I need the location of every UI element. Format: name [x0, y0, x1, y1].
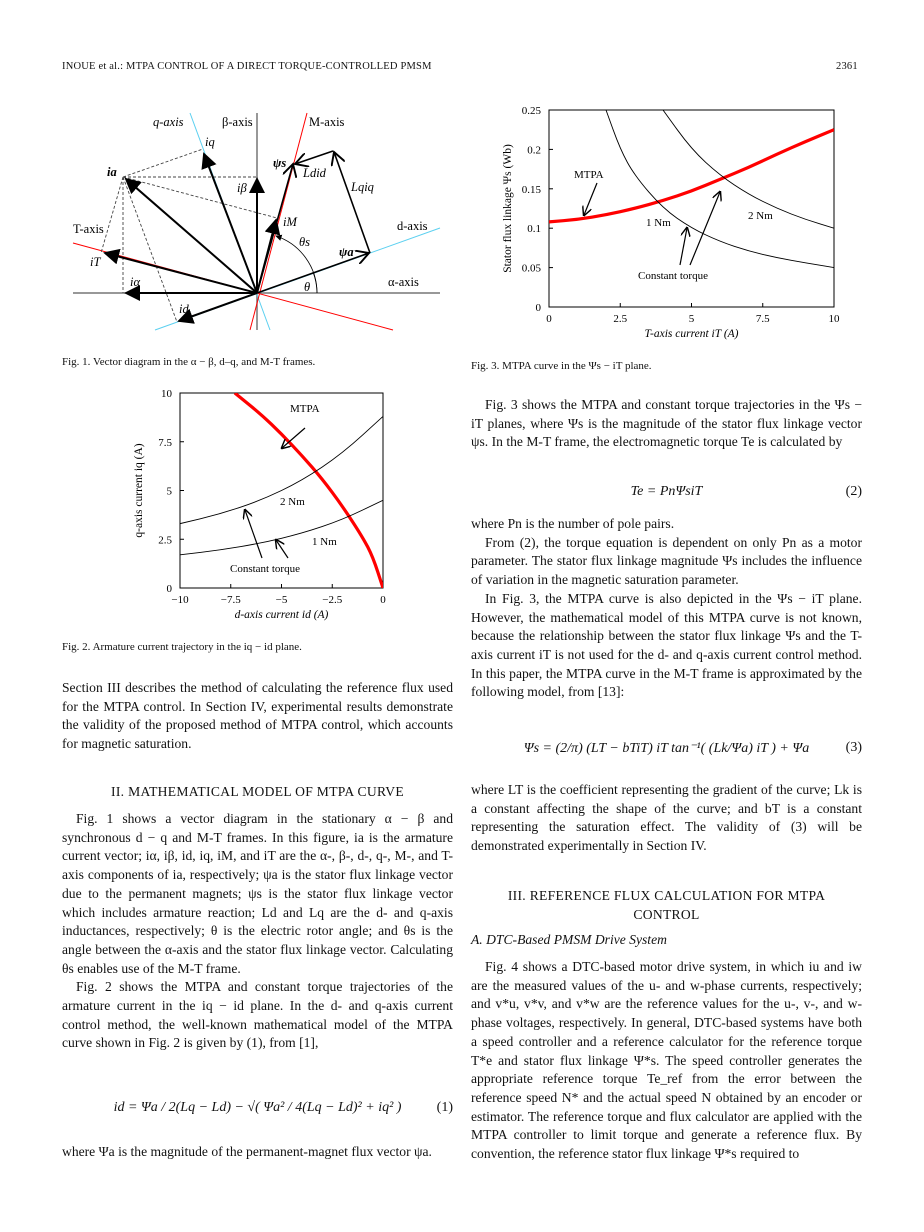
x-tick-label: 7.5: [755, 313, 770, 325]
running-header: INOUE et al.: MTPA CONTROL OF A DIRECT TORQUE-CONTROLLED PMSM: [62, 61, 432, 72]
m-axis-label: M-axis: [309, 115, 345, 129]
ld-id-label: Ldid: [303, 166, 326, 180]
paragraph: Fig. 4 shows a DTC-based motor drive system, in which iu and iw are the measured values of the u- and w-phase currents, respectively; and v*u, v*v, and v*w are the reference values for the u-, v-, and w-phase voltages, respectively. In general, DTC-based systems have both a speed controller and a reference calculator for the reference torque T*e and stator flux linkage Ψ*s. The speed controller generates the appropriate reference torque Te_ref from the error between the reference speed N* and the actual speed N obtained by an encoder or estimator. The reference torque and flux calculator are applied with the MTPA controller to limit torque and generate a reference flux. By convention, the reference stator flux linkage Ψ*s required to: [471, 959, 862, 1162]
page-number: 2361: [836, 61, 858, 72]
theta-label: θ: [304, 280, 311, 294]
x-tick-label: −10: [171, 594, 189, 606]
lq-iq-label: Lqiq: [351, 180, 374, 194]
equation-2-number: (2): [845, 484, 862, 499]
iq-label: iq: [205, 135, 215, 149]
left-column-body: [62, 810, 453, 1053]
y-tick-label: 0.1: [527, 223, 541, 236]
section-heading-3: [471, 886, 862, 924]
psi-a-label: ψa: [339, 245, 354, 259]
y-tick-label: 2.5: [158, 534, 172, 547]
right-column-top: [471, 396, 862, 452]
x-tick-label: −5: [275, 594, 288, 606]
id-vector: [179, 293, 257, 321]
x-tick-label: 10: [828, 313, 840, 325]
paragraph: From (2), the torque equation is dependent on only Pn as a motor parameter. The stator flux linkage magnitude Ψs includes the influence of variation in the magnetic saturation parameter.: [471, 534, 862, 588]
equation-2-body: Te = PnΨsiT: [630, 484, 703, 499]
paragraph: where Pn is the number of pole pairs.: [471, 516, 675, 531]
paragraph: Section III describes the method of calculating the reference flux used for the MTPA control. In Section IV, experimental results demonstrate the validity of the proposed method of MTPA control, which accounts for magnetic saturation.: [62, 680, 453, 752]
x-tick-label: 5: [688, 313, 695, 325]
equation-1-body: id = Ψa / 2(Lq − Ld) − √( Ψa² / 4(Lq − Ld)² + iq² ): [113, 1100, 402, 1115]
paragraph: Fig. 2 shows the MTPA and constant torque trajectories of the armature current in the iq − id plane. In the d- and q-axis current control method, the well-known mathematical model of the MTPA curve shown in Fig. 2 is given by (1), from [1],: [62, 979, 453, 1051]
right-column-after-eq3: [471, 781, 862, 856]
series-1-nm: [180, 500, 383, 555]
annotation-arrow: [584, 183, 597, 215]
ia-label: ia: [107, 165, 117, 179]
ialpha-label: iα: [130, 275, 141, 289]
d-axis-label: d-axis: [397, 219, 428, 233]
equation-1-number: (1): [436, 1100, 453, 1115]
annotation-arrow: [245, 510, 262, 558]
ibeta-label: iβ: [237, 181, 247, 195]
annotation-mtpa: MTPA: [290, 403, 320, 415]
t-axis-label: T-axis: [73, 222, 104, 236]
figure-2-chart: [100, 380, 420, 630]
y-tick-label: 5: [166, 485, 172, 498]
paragraph: Fig. 1 shows a vector diagram in the stationary α − β and synchronous d − q and M-T frames. In this figure, ia is the armature current vector; iα, iβ, id, iq, iM, and iT are the α-, β-, d-, q-, M-, and T-axis components of ia, respectively; ψa is the stator flux linkage vector due to the permanent magnets; ψs is the stator flux linkage vector which includes armature reaction; Ld and Lq are the d- and q-axis inductances, respectively; θ is the electric rotor angle; and θs is the angle between the α-axis and the stator flux linkage vector. Calculating θs enables use of the M-T frame.: [62, 811, 453, 976]
id-label: id: [179, 302, 189, 316]
equation-3-body: Ψs = (2/π) (LT − bTiT) iT tan⁻¹( (Lk/Ψa) iT ) + Ψa: [523, 741, 810, 756]
equation-3-number: (3): [845, 740, 862, 755]
paragraph: Fig. 3 shows the MTPA and constant torque trajectories in the Ψs − iT planes, where Ψs is the magnitude of the stator flux linkage vector ψs. In the M-T frame, the electromagnetic torque Te is calculated by: [471, 397, 862, 450]
x-tick-label: −2.5: [322, 594, 343, 606]
annotation-constant-torque: Constant torque: [638, 270, 708, 282]
subsection-heading-a: A. DTC-Based PMSM Drive System: [471, 932, 667, 947]
q-axis-label: q-axis: [153, 115, 184, 129]
y-tick-label: 0.25: [521, 105, 541, 117]
x-axis-label: d-axis current id (A): [234, 609, 329, 621]
x-tick-label: 0: [546, 313, 552, 325]
figure-3-chart: [480, 98, 860, 348]
figure-3-caption: Fig. 3. MTPA curve in the Ψs − iT plane.: [471, 360, 652, 372]
x-tick-label: 2.5: [613, 313, 628, 325]
iq-vector: [204, 154, 257, 293]
y-axis-label: q-axis current iq (A): [133, 443, 145, 538]
x-axis-label: T-axis current iT (A): [644, 328, 739, 340]
section-heading-3-line2: CONTROL: [633, 907, 700, 922]
series-1-nm: [606, 110, 834, 268]
annotation-2-nm: 2 Nm: [280, 496, 305, 508]
y-tick-label: 7.5: [158, 436, 172, 449]
psi-s-label: ψs: [273, 156, 287, 170]
equation-3: [471, 740, 862, 757]
annotation-2-nm: 2 Nm: [748, 210, 773, 222]
series-mtpa: [235, 393, 383, 588]
y-tick-label: 0: [166, 583, 172, 595]
left-column-end: [62, 1143, 453, 1162]
annotation-1-nm: 1 Nm: [646, 217, 671, 229]
annotation-1-nm: 1 Nm: [312, 536, 337, 548]
paragraph: where Ψa is the magnitude of the permanent-magnet flux vector ψa.: [62, 1144, 432, 1159]
section-heading-3-line1: III. REFERENCE FLUX CALCULATION FOR MTPA: [507, 888, 826, 903]
equation-2: [471, 484, 862, 500]
m-axis-line: [250, 113, 307, 330]
y-tick-label: 0.15: [521, 183, 541, 196]
im-label: iM: [283, 215, 297, 229]
alpha-axis-label: α-axis: [388, 275, 419, 289]
left-column-top: [62, 679, 453, 754]
y-tick-label: 0.05: [521, 262, 541, 275]
annotation-constant-torque: Constant torque: [230, 563, 300, 575]
figure-2-caption: Fig. 2. Armature current trajectory in the iq − id plane.: [62, 641, 302, 653]
section-heading-2: II. MATHEMATICAL MODEL OF MTPA CURVE: [111, 784, 404, 799]
y-tick-label: 0.2: [527, 144, 541, 157]
paragraph: In Fig. 3, the MTPA curve is also depicted in the Ψs − iT plane. However, the mathematical model of this MTPA curve is not known, because the relationship between the stator flux linkage Ψs and the T-axis current iT is not used for the d- and q-axis current control method. In this paper, the MTPA curve in the M-T frame is approximated by the following model, from [13]:: [471, 590, 862, 700]
y-tick-label: 0: [535, 302, 541, 314]
y-tick-label: 10: [161, 388, 172, 400]
x-tick-label: −7.5: [220, 594, 241, 606]
annotation-arrow: [680, 228, 687, 265]
it-label: iT: [90, 255, 101, 269]
right-column-mid: [471, 515, 862, 702]
lq-iq-vector: [334, 152, 370, 253]
annotation-arrow: [276, 540, 288, 558]
right-column-bottom: [471, 958, 862, 1164]
theta-s-label: θs: [299, 235, 311, 249]
equation-1: [62, 1100, 453, 1116]
paragraph: where LT is the coefficient representing the gradient of the curve; Lk is a constant affecting the shape of the curve; and bT is a constant representing the saturation effect. The validity of (3) will be demonstrated experimentally in Section IV.: [471, 782, 862, 854]
annotation-mtpa: MTPA: [574, 169, 604, 181]
figure-1-caption: Fig. 1. Vector diagram in the α − β, d–q, and M-T frames.: [62, 356, 316, 368]
beta-axis-label: β-axis: [222, 115, 253, 129]
ld-id-vector: [295, 151, 333, 164]
x-tick-label: 0: [380, 594, 386, 606]
y-axis-label: Stator flux linkage Ψs (Wb): [502, 144, 514, 273]
annotation-arrow: [690, 192, 720, 265]
